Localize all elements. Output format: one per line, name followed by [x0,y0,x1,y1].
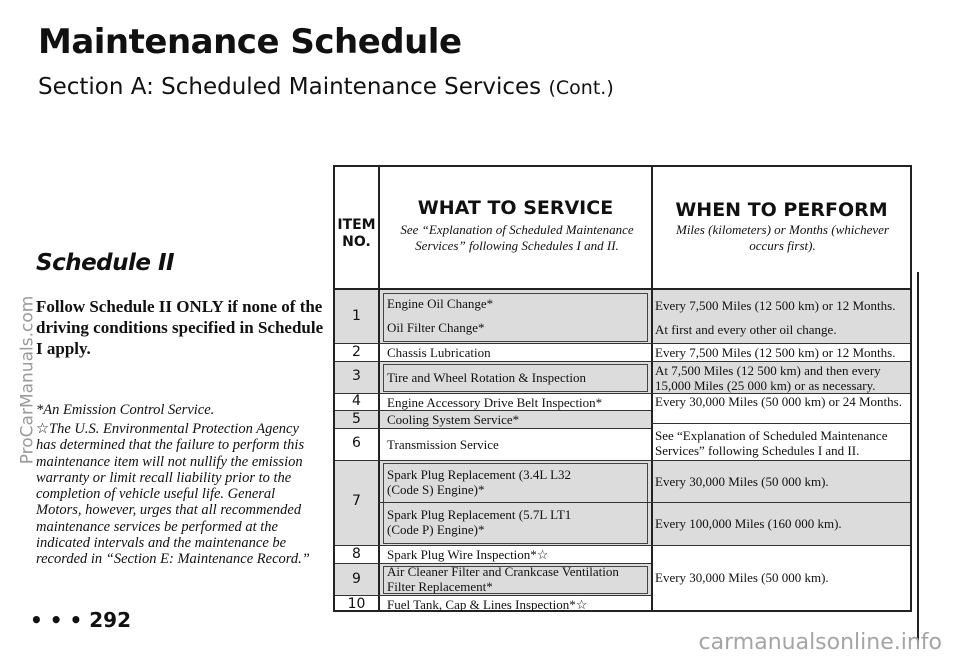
item-number: 10 [347,596,366,612]
service-text: Tire and Wheel Rotation & Inspection [387,370,586,385]
service-text: Chassis Lubrication [387,345,491,360]
row-line [335,595,651,596]
row-line [335,361,910,362]
col-what-header: WHAT TO SERVICE [417,197,614,219]
interval-text: Every 7,500 Miles (12 500 km) or 12 Months. [655,345,896,360]
service-text: Engine Oil Change* [387,296,494,311]
row-line [335,460,910,461]
margin-rule [917,272,919,644]
service-text: Spark Plug Replacement (5.7L LT1 (Code P) Engine)* [387,507,572,537]
item-number: 9 [352,571,361,587]
service-text: Transmission Service [387,437,499,452]
watermark-left [14,110,40,650]
row-line [335,410,651,411]
interval-text: At 7,500 Miles (12 500 km) and then every 15,000 Miles (25 000 km) or as necessary. [655,363,881,393]
interval-text: Every 30,000 Miles (50 000 km). [655,474,829,489]
page-title: Maintenance Schedule [38,22,462,62]
footnote-epa-text: The U.S. Environmental Protection Agency has determined that the failure to perform this maintenance item will not nullify the emission warranty or limit recall liability prior to the completion of vehicle useful life. General Motors, however, urges that all recommended maintenance services be performed at the indicated intervals and the maintenance be recorded in “Section E: Maintenance Record.” [36,421,310,568]
col-when-header: WHEN TO PERFORM [675,199,888,221]
item-number: 6 [352,435,361,451]
service-text: Oil Filter Change* [387,320,485,335]
col-divider-2 [651,167,653,610]
row-line [335,428,651,429]
col-item-header [335,217,378,251]
star-icon: ☆ [36,421,49,437]
item-number: 1 [352,308,361,324]
row-line [651,423,910,424]
service-text: Spark Plug Wire Inspection*☆ [387,547,549,562]
interval-text: At first and every other oil change. [655,322,837,337]
page-number: • • • 292 [30,608,131,632]
col-divider-1 [378,167,380,610]
interval-text: See “Explanation of Scheduled Maintenance Services” following Schedules I and II. [655,428,888,458]
footnote-emission: *An Emission Control Service. [36,402,215,418]
service-text: Engine Accessory Drive Belt Inspection* [387,395,603,410]
item-number: 4 [352,393,361,409]
item-number: 2 [352,344,361,360]
interval-text: Every 100,000 Miles (160 000 km). [655,516,842,531]
interval-text: Every 30,000 Miles (50 000 km) or 24 Months. [655,394,902,409]
col-what-subheader: See “Explanation of Scheduled Maintenance Services” following Schedules I and II. [400,222,634,253]
watermark-left-text: ProCarManuals.com [17,295,37,465]
service-text: Fuel Tank, Cap & Lines Inspection*☆ [387,597,588,612]
interval-text: Every 7,500 Miles (12 500 km) or 12 Months. [655,298,896,313]
subtitle-text: Section A: Scheduled Maintenance Services [38,74,542,100]
service-text: Cooling System Service* [387,412,520,427]
watermark-bottom: carmanualsonline.info [698,630,942,655]
service-text: Air Cleaner Filter and Crankcase Ventilation Filter Replacement* [387,564,619,594]
item-number: 7 [352,493,361,509]
col-item-line2: NO. [342,234,371,250]
row-line [378,502,910,503]
section-subtitle [38,74,614,100]
row-line [335,343,910,344]
col-when-subheader: Miles (kilometers) or Months (whichever occurs first). [675,222,889,253]
interval-text: Every 30,000 Miles (50 000 km). [655,570,829,585]
item-number: 8 [352,546,361,562]
col-item-line1: ITEM [337,217,376,233]
subtitle-cont: (Cont.) [548,77,614,99]
schedule-heading: Schedule II [36,250,175,276]
item-number: 3 [352,368,361,384]
maintenance-table [333,165,912,612]
table-header [335,167,910,290]
service-text: Spark Plug Replacement (3.4L L32 (Code S) Engine)* [387,467,572,497]
schedule-intro: Follow Schedule II ONLY if none of the driving conditions specified in Schedule I apply. [36,297,324,358]
footnote-epa [36,421,321,568]
item-number: 5 [352,411,361,427]
row-line [335,545,910,546]
